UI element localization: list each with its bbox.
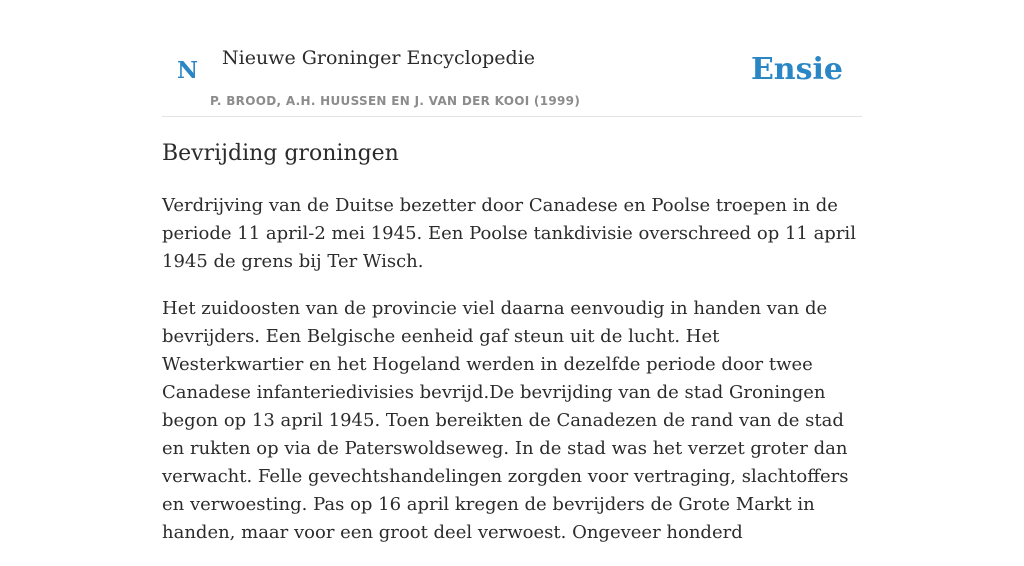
ensie-brand-logo[interactable]: Ensie [750,52,843,87]
article-body [162,192,862,566]
article-paragraph-2: Het zuidoosten van de provincie viel daarna eenvoudig in handen van de bevrijders. Een Belgische eenheid gaf steun uit de lucht. Het Westerkwartier en het Hogeland werden in dezelfde periode door twee Canadese infanteriedivisies bevrijd.De bevrijding van de stad Groningen begon op 13 april 1945. Toen bereikten de Canadezen de rand van de stad en rukten op via de Paterswoldseweg. In de stad was het verzet groter dan verwacht. Felle gevechtshandelingen zorgden voor vertraging, slachtoffers en verwoesting. Pas op 16 april kregen de bevrijders de Grote Markt in handen, maar voor een groot deel verwoest. Ongeveer honderd [162,298,849,543]
book-authors: P. BROOD, A.H. HUUSSEN EN J. VAN DER KOOI (1999) [210,94,581,108]
article-title: Bevrijding groningen [162,141,399,166]
article-paragraph-1: Verdrijving van de Duitse bezetter door Canadese en Poolse troepen in de periode 11 april-2 mei 1945. Een Poolse tankdivisie overschreed op 11 april 1945 de grens bij Ter Wisch. [162,195,856,272]
book-title-link[interactable]: Nieuwe Groninger Encyclopedie [222,47,536,69]
encyclopedia-logo[interactable]: N [177,57,199,84]
site-header [162,0,862,117]
